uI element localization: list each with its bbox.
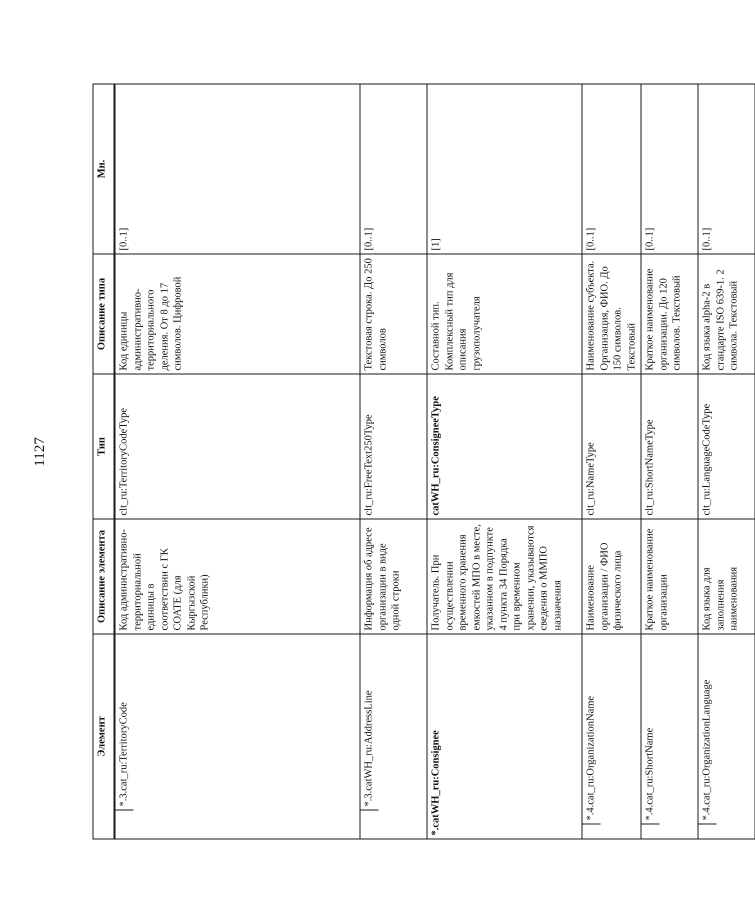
type-name: clt_ru:ShortNameType <box>641 374 698 519</box>
table-header-row <box>93 84 115 839</box>
header-type-description: Описание типа <box>93 254 115 374</box>
element-cell <box>582 634 641 839</box>
multiplicity: [1] <box>427 84 582 254</box>
multiplicity: [0..1] <box>641 84 698 254</box>
type-description: Краткое наименование организации. До 120 символов. Текстовый <box>641 254 698 374</box>
row-marker: *.4. <box>585 804 596 821</box>
multiplicity: [0..1] <box>114 84 360 254</box>
row-marker: *.3. <box>118 790 129 807</box>
element-cell <box>641 634 698 839</box>
element-name <box>582 635 600 825</box>
header-multiplicity: Мн. <box>93 84 115 254</box>
element-text: cat_ru:TerritoryCode <box>118 702 129 791</box>
type-name: clt_ru:LanguageCodeType <box>698 374 755 519</box>
multiplicity: [0..1] <box>582 84 641 254</box>
document-table <box>92 84 755 840</box>
row-marker: *.4. <box>701 804 712 821</box>
row-marker: *.4. <box>644 804 655 821</box>
table-row <box>427 84 582 839</box>
table-row <box>641 84 698 839</box>
type-description: Составной тип. Комплексный тип для описания грузополучателя <box>427 254 582 374</box>
table-row <box>114 84 360 839</box>
element-cell <box>427 634 582 839</box>
element-name <box>698 635 716 825</box>
element-description: Наименование организации / ФИО физического лица <box>582 519 641 634</box>
header-element: Элемент <box>93 634 115 839</box>
type-description: Наименование субъекта. Организация, ФИО. До 150 символов. Текстовый <box>582 254 641 374</box>
element-name <box>427 635 445 839</box>
element-description: Получатель. При осуществлении временного хранения емкостей МПО в месте, указанном в подпункте 4 пункта 34 Порядка при временном хранении, указываются сведения о ММПО назначения <box>427 519 582 634</box>
element-text: cat_ru:OrganizationLanguage <box>701 679 712 805</box>
table-row <box>582 84 641 839</box>
element-cell <box>360 634 427 839</box>
multiplicity: [0..1] <box>360 84 427 254</box>
type-description: Код языка alpha-2 в стандарте ISO 639-1. 2 символа. Текстовый <box>698 254 755 374</box>
type-description: Текстовая строка. До 250 символов <box>360 254 427 374</box>
type-name: clt_ru:FreeText250Type <box>360 374 427 519</box>
table-row <box>360 84 427 839</box>
type-name: clt_ru:NameType <box>582 374 641 519</box>
row-marker: *. <box>430 827 441 836</box>
element-description: Код административно-территориальной единицы в соответствии с ГК СОАТЕ (для Кыргызской Республики) <box>114 519 360 634</box>
document-table-wrapper <box>92 85 739 840</box>
element-cell <box>698 634 755 839</box>
element-description: Краткое наименование организации <box>641 519 698 634</box>
element-cell <box>114 634 360 839</box>
element-description: Код языка для заполнения наименования <box>698 519 755 634</box>
element-text: catWH_ru:AddressLine <box>363 690 374 791</box>
type-description: Код единицы административно-территориального деления. От 8 до 17 символов. Цифровой <box>114 254 360 374</box>
element-name <box>115 635 133 811</box>
page-number: 1127 <box>32 437 48 467</box>
element-description: Информация об адресе организации в виде одной строки <box>360 519 427 634</box>
element-text: cat_ru:ShortName <box>644 727 655 805</box>
type-name: catWH_ru:ConsigneeType <box>427 374 582 519</box>
table-row <box>698 84 755 839</box>
header-type: Тип <box>93 374 115 519</box>
type-name: clt_ru:TerritoryCodeType <box>114 374 360 519</box>
element-name <box>360 635 378 811</box>
multiplicity: [0..1] <box>698 84 755 254</box>
header-element-description: Описание элемента <box>93 519 115 634</box>
row-marker: *.3. <box>363 790 374 807</box>
element-text: catWH_ru:Consignee <box>430 730 441 828</box>
element-text: cat_ru:OrganizationName <box>585 695 596 805</box>
element-name <box>641 635 659 825</box>
